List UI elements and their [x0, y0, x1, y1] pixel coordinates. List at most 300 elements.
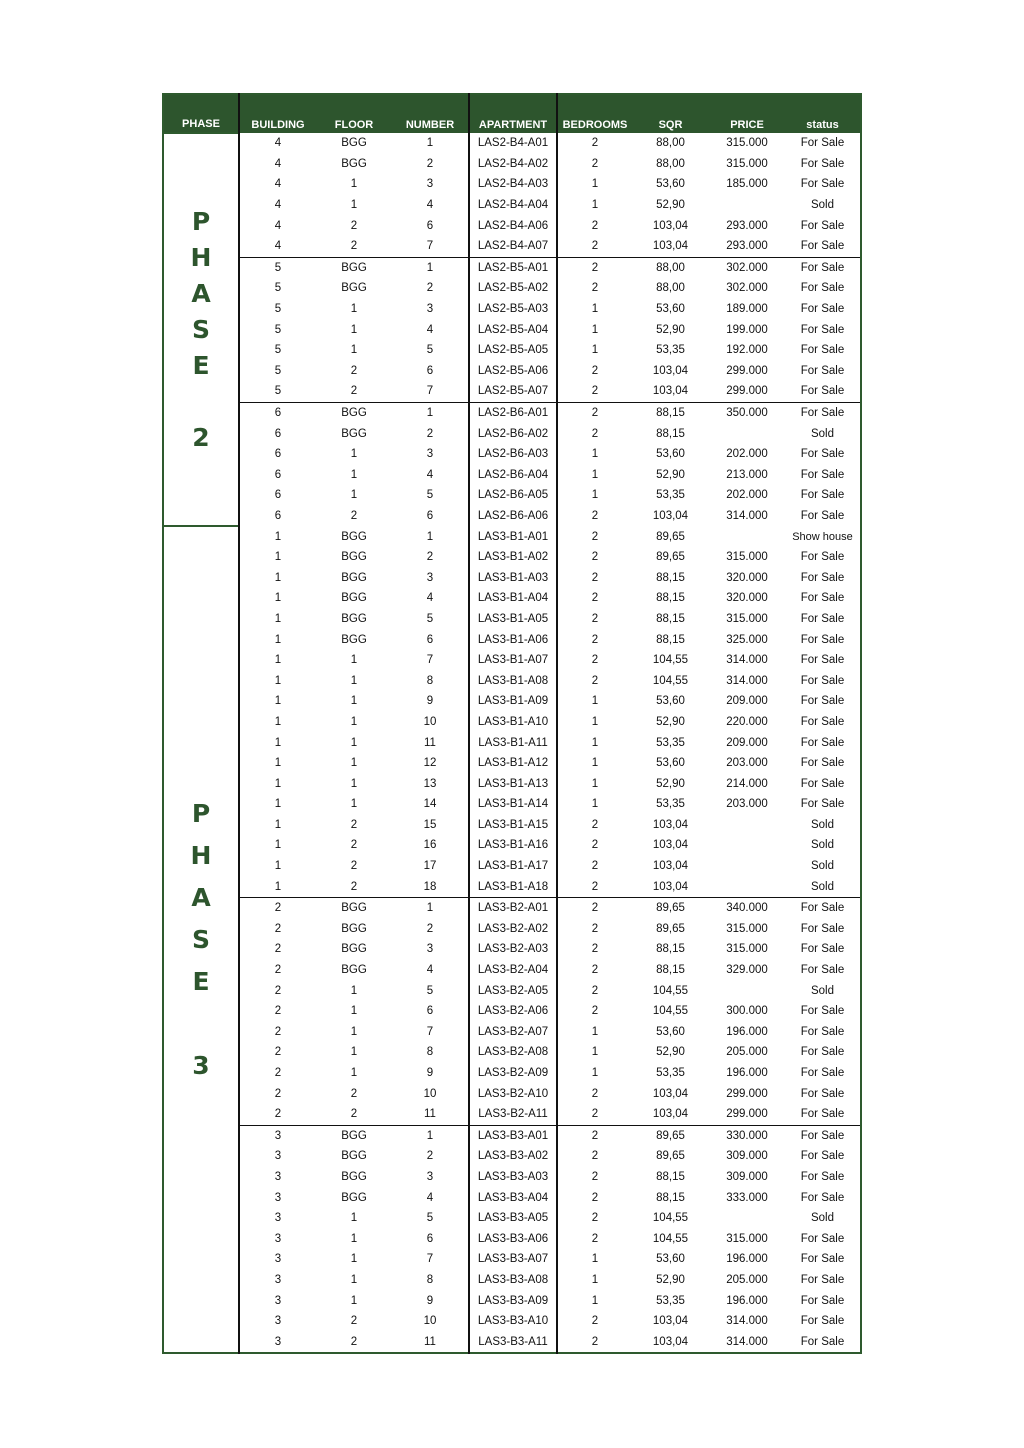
price-cell — [709, 195, 785, 216]
price-cell: 213.000 — [726, 468, 768, 481]
price-cell: 315.000 — [726, 1232, 768, 1245]
price-cell: 185.000 — [726, 178, 768, 191]
building-cell: 2 — [239, 960, 316, 981]
apartment-cell: LAS2-B6-A02 — [469, 423, 557, 444]
apartment-cell: LAS3-B2-A07 — [469, 1022, 557, 1043]
status-cell: For Sale — [785, 1125, 861, 1146]
sqr-cell: 103,04 — [652, 385, 689, 398]
floor-cell: BGG — [316, 257, 392, 278]
floor-cell: BGG — [341, 633, 367, 646]
apartment-cell: LAS3-B1-A01 — [469, 526, 557, 547]
status-cell: For Sale — [800, 612, 845, 625]
header-status: status — [785, 94, 861, 133]
phase-label — [163, 526, 239, 1353]
building-cell: 6 — [239, 465, 316, 486]
apartment-cell: LAS3-B1-A11 — [469, 732, 557, 753]
phase-number: 2 — [192, 422, 210, 452]
price-cell: 315.000 — [726, 157, 768, 170]
floor-cell: 2 — [350, 219, 358, 232]
floor-cell: 1 — [350, 798, 358, 811]
sqr-cell: 88,15 — [656, 633, 685, 646]
bedrooms-cell: 2 — [557, 1167, 632, 1188]
building-cell: 1 — [239, 856, 316, 877]
floor-cell: 1 — [350, 1232, 358, 1245]
price-cell: 340.000 — [709, 897, 785, 918]
number-cell: 10 — [423, 1315, 437, 1328]
table-row — [163, 691, 861, 712]
building-cell: 1 — [239, 609, 316, 630]
bedrooms-cell: 2 — [557, 1104, 632, 1125]
floor-cell: 1 — [350, 1253, 358, 1266]
status-cell: Show house — [792, 530, 853, 543]
floor-cell: BGG — [341, 551, 367, 564]
floor-cell: 1 — [350, 736, 358, 749]
sqr-cell: 53,35 — [656, 1067, 685, 1080]
apartment-cell: LAS3-B2-A01 — [469, 897, 557, 918]
building-cell: 1 — [239, 588, 316, 609]
sqr-cell: 103,04 — [652, 219, 689, 232]
table-row — [163, 773, 861, 794]
building-cell: 6 — [239, 423, 316, 444]
sqr-cell: 88,00 — [656, 137, 685, 150]
status-cell: For Sale — [800, 757, 845, 770]
table-row — [163, 1125, 861, 1146]
bedrooms-cell: 1 — [557, 174, 632, 195]
status-cell: For Sale — [800, 178, 845, 191]
number-cell: 1 — [392, 257, 469, 278]
bedrooms-cell: 2 — [557, 236, 632, 257]
floor-cell: BGG — [341, 282, 367, 295]
number-cell: 3 — [426, 303, 434, 316]
price-cell: 202.000 — [726, 489, 768, 502]
bedrooms-cell: 1 — [557, 1290, 632, 1311]
apartment-cell: LAS2-B6-A04 — [469, 465, 557, 486]
status-cell: For Sale — [800, 344, 845, 357]
bedrooms-cell: 2 — [557, 609, 632, 630]
price-cell: 203.000 — [726, 757, 768, 770]
table-row — [163, 485, 861, 506]
status-cell: Sold — [810, 1212, 835, 1225]
apartment-cell: LAS3-B3-A10 — [469, 1311, 557, 1332]
table-row — [163, 732, 861, 753]
number-cell: 8 — [426, 1273, 434, 1286]
sqr-cell: 52,90 — [656, 715, 685, 728]
number-cell: 4 — [426, 964, 434, 977]
floor-cell: 2 — [350, 818, 358, 831]
price-cell: 302.000 — [726, 282, 768, 295]
number-cell: 1 — [392, 1125, 469, 1146]
price-cell — [709, 423, 785, 444]
number-cell: 9 — [426, 1067, 434, 1080]
price-cell: 299.000 — [726, 1087, 768, 1100]
status-cell: For Sale — [800, 1005, 845, 1018]
apartment-cell: LAS3-B1-A04 — [469, 588, 557, 609]
apartment-cell: LAS3-B1-A12 — [469, 753, 557, 774]
number-cell: 10 — [423, 715, 437, 728]
number-cell: 4 — [426, 468, 434, 481]
number-cell: 16 — [423, 839, 437, 852]
sqr-cell: 88,15 — [656, 427, 685, 440]
status-cell: For Sale — [785, 897, 861, 918]
apartment-cell: LAS3-B3-A06 — [469, 1228, 557, 1249]
price-cell: 314.000 — [726, 509, 768, 522]
sqr-cell: 103,04 — [652, 509, 689, 522]
building-cell: 4 — [239, 133, 316, 154]
phase-letter: H — [190, 840, 212, 870]
sqr-cell: 88,15 — [656, 964, 685, 977]
apartment-cell: LAS3-B1-A07 — [469, 650, 557, 671]
number-cell: 6 — [426, 1232, 434, 1245]
phase-letter: A — [191, 278, 211, 308]
bedrooms-cell: 2 — [557, 650, 632, 671]
apartment-cell: LAS2-B5-A06 — [469, 361, 557, 382]
status-cell: Sold — [810, 818, 835, 831]
floor-cell: BGG — [341, 964, 367, 977]
apartment-cell: LAS3-B2-A05 — [469, 980, 557, 1001]
building-cell: 5 — [239, 257, 316, 278]
bedrooms-cell: 2 — [557, 1125, 632, 1146]
status-cell: For Sale — [800, 1150, 845, 1163]
status-cell: For Sale — [800, 137, 845, 150]
sqr-cell: 89,65 — [632, 897, 709, 918]
number-cell: 7 — [426, 1025, 434, 1038]
building-cell: 4 — [239, 174, 316, 195]
price-cell: 299.000 — [726, 1108, 768, 1121]
header-phase: PHASE — [163, 94, 239, 133]
apartment-cell: LAS3-B1-A02 — [469, 547, 557, 568]
phase-letter: S — [191, 924, 210, 954]
sqr-cell: 53,60 — [656, 695, 685, 708]
status-cell: For Sale — [800, 282, 845, 295]
apartment-cell: LAS3-B2-A10 — [469, 1083, 557, 1104]
status-cell: For Sale — [800, 448, 845, 461]
floor-cell: BGG — [341, 157, 367, 170]
apartment-cell: LAS3-B3-A09 — [469, 1290, 557, 1311]
bedrooms-cell: 1 — [557, 444, 632, 465]
price-cell: 314.000 — [726, 654, 768, 667]
bedrooms-cell: 1 — [557, 691, 632, 712]
header-building: BUILDING — [239, 94, 316, 133]
sqr-cell: 103,04 — [652, 1315, 689, 1328]
sqr-cell: 53,35 — [656, 344, 685, 357]
price-cell: 320.000 — [726, 571, 768, 584]
table-row — [163, 794, 861, 815]
building-cell: 4 — [239, 236, 316, 257]
number-cell: 5 — [426, 344, 434, 357]
sqr-cell: 53,60 — [656, 757, 685, 770]
floor-cell: 1 — [350, 344, 358, 357]
price-cell: 314.000 — [726, 674, 768, 687]
number-cell: 2 — [426, 922, 434, 935]
table-row — [163, 650, 861, 671]
sqr-cell: 88,15 — [656, 592, 685, 605]
floor-cell: 2 — [350, 1108, 358, 1121]
price-cell: 196.000 — [726, 1067, 768, 1080]
table-row — [163, 980, 861, 1001]
table-row — [163, 753, 861, 774]
price-cell — [709, 835, 785, 856]
apartment-cell: LAS3-B2-A02 — [469, 919, 557, 940]
building-cell: 5 — [239, 381, 316, 402]
table-row — [163, 257, 861, 278]
bedrooms-cell: 2 — [557, 835, 632, 856]
bedrooms-cell: 2 — [557, 526, 632, 547]
status-cell: For Sale — [785, 257, 861, 278]
sqr-cell: 53,60 — [656, 303, 685, 316]
number-cell: 6 — [426, 219, 434, 232]
building-cell: 5 — [239, 319, 316, 340]
header-price: PRICE — [709, 94, 785, 133]
status-cell: For Sale — [800, 695, 845, 708]
table-row — [163, 1001, 861, 1022]
building-cell: 6 — [239, 444, 316, 465]
apartment-cell: LAS3-B1-A17 — [469, 856, 557, 877]
number-cell: 6 — [426, 633, 434, 646]
building-cell: 1 — [239, 526, 316, 547]
sqr-cell: 89,65 — [656, 551, 685, 564]
apartment-cell: LAS3-B2-A03 — [469, 939, 557, 960]
building-cell: 5 — [239, 299, 316, 320]
building-cell: 5 — [239, 340, 316, 361]
status-cell: For Sale — [800, 943, 845, 956]
sqr-cell: 103,04 — [652, 839, 689, 852]
number-cell: 3 — [426, 448, 434, 461]
table-row — [163, 215, 861, 236]
building-cell: 5 — [239, 278, 316, 299]
building-cell: 5 — [239, 361, 316, 382]
number-cell: 9 — [426, 1294, 434, 1307]
sqr-cell: 53,35 — [656, 736, 685, 749]
building-cell: 2 — [239, 1001, 316, 1022]
price-cell: 202.000 — [726, 448, 768, 461]
header-apartment: APARTMENT — [469, 94, 557, 133]
floor-cell: 1 — [350, 489, 358, 502]
price-cell: 196.000 — [726, 1253, 768, 1266]
number-cell: 6 — [426, 364, 434, 377]
apartment-cell: LAS3-B3-A03 — [469, 1167, 557, 1188]
building-cell: 2 — [239, 1042, 316, 1063]
status-cell: For Sale — [800, 489, 845, 502]
price-cell: 299.000 — [726, 364, 768, 377]
status-cell: For Sale — [800, 571, 845, 584]
building-cell: 3 — [239, 1125, 316, 1146]
table-row — [163, 236, 861, 257]
bedrooms-cell: 2 — [557, 547, 632, 568]
price-cell: 196.000 — [726, 1025, 768, 1038]
apartment-cell: LAS3-B1-A03 — [469, 567, 557, 588]
building-cell: 1 — [239, 732, 316, 753]
apartment-cell: LAS2-B5-A03 — [469, 299, 557, 320]
apartment-cell: LAS3-B2-A06 — [469, 1001, 557, 1022]
building-cell: 3 — [239, 1311, 316, 1332]
number-cell: 5 — [426, 612, 434, 625]
apartment-cell: LAS2-B6-A05 — [469, 485, 557, 506]
header-sqr: SQR — [632, 94, 709, 133]
status-cell: For Sale — [800, 777, 845, 790]
apartment-cell: LAS3-B1-A06 — [469, 629, 557, 650]
number-cell: 7 — [426, 1253, 434, 1266]
building-cell: 2 — [239, 1083, 316, 1104]
number-cell: 11 — [424, 736, 436, 749]
price-cell: 315.000 — [726, 943, 768, 956]
apartment-cell: LAS3-B2-A11 — [469, 1104, 557, 1125]
building-cell: 3 — [239, 1146, 316, 1167]
table-row — [163, 897, 861, 918]
table-row — [163, 629, 861, 650]
table-row — [163, 856, 861, 877]
number-cell: 4 — [426, 323, 434, 336]
status-cell: Sold — [810, 860, 835, 873]
apartment-cell: LAS3-B1-A13 — [469, 773, 557, 794]
bedrooms-cell: 1 — [557, 485, 632, 506]
status-cell: For Sale — [800, 1046, 845, 1059]
apartment-cell: LAS3-B3-A04 — [469, 1187, 557, 1208]
building-cell: 4 — [239, 154, 316, 175]
table-row — [163, 154, 861, 175]
bedrooms-cell: 2 — [557, 980, 632, 1001]
price-cell: 350.000 — [709, 402, 785, 423]
apartment-cell: LAS2-B4-A04 — [469, 195, 557, 216]
price-cell: 302.000 — [709, 257, 785, 278]
building-cell: 1 — [239, 670, 316, 691]
price-cell: 205.000 — [726, 1273, 768, 1286]
building-cell: 2 — [239, 1063, 316, 1084]
sqr-cell: 53,35 — [656, 489, 685, 502]
table-row — [163, 444, 861, 465]
price-cell — [709, 815, 785, 836]
table-row — [163, 876, 861, 897]
status-cell: Sold — [810, 427, 835, 440]
building-cell: 1 — [239, 567, 316, 588]
number-cell: 4 — [426, 199, 434, 212]
building-cell: 6 — [239, 402, 316, 423]
table-row — [163, 1249, 861, 1270]
bedrooms-cell: 2 — [557, 1311, 632, 1332]
number-cell: 7 — [426, 240, 434, 253]
floor-cell: BGG — [341, 612, 367, 625]
price-cell: 220.000 — [726, 715, 768, 728]
status-cell: For Sale — [800, 654, 845, 667]
price-cell: 315.000 — [726, 612, 768, 625]
building-cell: 1 — [239, 712, 316, 733]
apartment-cell: LAS3-B3-A02 — [469, 1146, 557, 1167]
price-cell: 315.000 — [726, 137, 768, 150]
bedrooms-cell: 2 — [557, 1228, 632, 1249]
sqr-cell: 104,55 — [652, 984, 689, 997]
building-cell: 3 — [239, 1290, 316, 1311]
number-cell: 3 — [426, 943, 434, 956]
status-cell: Sold — [810, 199, 835, 212]
floor-cell: BGG — [316, 1125, 392, 1146]
sqr-cell: 104,55 — [652, 654, 689, 667]
sqr-cell: 52,90 — [656, 468, 685, 481]
bedrooms-cell: 1 — [557, 1063, 632, 1084]
floor-cell: 1 — [350, 674, 358, 687]
apartment-cell: LAS2-B5-A07 — [469, 381, 557, 402]
floor-cell: 2 — [350, 364, 358, 377]
sqr-cell: 53,35 — [656, 798, 685, 811]
availability-sheet — [162, 93, 860, 1354]
floor-cell: 2 — [350, 385, 358, 398]
floor-cell: 2 — [350, 1315, 358, 1328]
bedrooms-cell: 2 — [557, 939, 632, 960]
status-cell: For Sale — [800, 964, 845, 977]
price-cell: 309.000 — [726, 1150, 768, 1163]
number-cell: 2 — [426, 282, 434, 295]
table-row — [163, 1042, 861, 1063]
price-cell: 314.000 — [726, 1315, 768, 1328]
table-row — [163, 1022, 861, 1043]
bedrooms-cell: 1 — [557, 794, 632, 815]
sqr-cell: 88,15 — [656, 612, 685, 625]
apartment-cell: LAS3-B3-A05 — [469, 1208, 557, 1229]
sqr-cell: 88,15 — [656, 943, 685, 956]
phase-letter: S — [191, 314, 210, 344]
apartments-table — [162, 93, 862, 1354]
table-row — [163, 299, 861, 320]
building-cell: 1 — [239, 815, 316, 836]
floor-cell: 1 — [350, 303, 358, 316]
floor-cell: 1 — [350, 468, 358, 481]
table-row — [163, 1331, 861, 1353]
status-cell: For Sale — [800, 240, 845, 253]
apartment-cell: LAS3-B1-A10 — [469, 712, 557, 733]
building-cell: 3 — [239, 1187, 316, 1208]
price-cell: 329.000 — [726, 964, 768, 977]
building-cell: 4 — [239, 195, 316, 216]
apartment-cell: LAS2-B4-A03 — [469, 174, 557, 195]
phase-letter: P — [191, 798, 211, 828]
bedrooms-cell: 2 — [557, 588, 632, 609]
phase-label — [163, 133, 239, 526]
price-cell — [709, 1208, 785, 1229]
bedrooms-cell: 2 — [557, 897, 632, 918]
floor-cell: BGG — [316, 897, 392, 918]
building-cell: 2 — [239, 939, 316, 960]
floor-cell: 1 — [350, 1212, 358, 1225]
floor-cell: 2 — [350, 240, 358, 253]
building-cell: 3 — [239, 1208, 316, 1229]
bedrooms-cell: 1 — [557, 1270, 632, 1291]
apartment-cell: LAS3-B1-A09 — [469, 691, 557, 712]
sqr-cell: 89,65 — [656, 530, 685, 543]
bedrooms-cell: 2 — [557, 506, 632, 527]
number-cell: 2 — [426, 427, 434, 440]
table-row — [163, 939, 861, 960]
phase-spacer — [164, 1003, 238, 1045]
building-cell: 1 — [239, 691, 316, 712]
sqr-cell: 52,90 — [656, 1046, 685, 1059]
price-cell: 330.000 — [709, 1125, 785, 1146]
floor-cell: 1 — [350, 178, 358, 191]
building-cell: 3 — [239, 1228, 316, 1249]
number-cell: 5 — [426, 1212, 434, 1225]
sqr-cell: 103,04 — [652, 1335, 689, 1348]
sqr-cell: 88,00 — [632, 257, 709, 278]
apartment-cell: LAS3-B1-A18 — [469, 876, 557, 897]
price-cell — [709, 876, 785, 897]
apartment-cell: LAS2-B4-A06 — [469, 215, 557, 236]
floor-cell: 2 — [350, 860, 358, 873]
table-row — [163, 506, 861, 527]
floor-cell: 1 — [350, 1294, 358, 1307]
building-cell: 2 — [239, 897, 316, 918]
floor-cell: 2 — [350, 1335, 358, 1348]
number-cell: 13 — [423, 777, 437, 790]
status-cell: For Sale — [800, 323, 845, 336]
building-cell: 3 — [239, 1270, 316, 1291]
apartment-cell: LAS2-B6-A06 — [469, 506, 557, 527]
